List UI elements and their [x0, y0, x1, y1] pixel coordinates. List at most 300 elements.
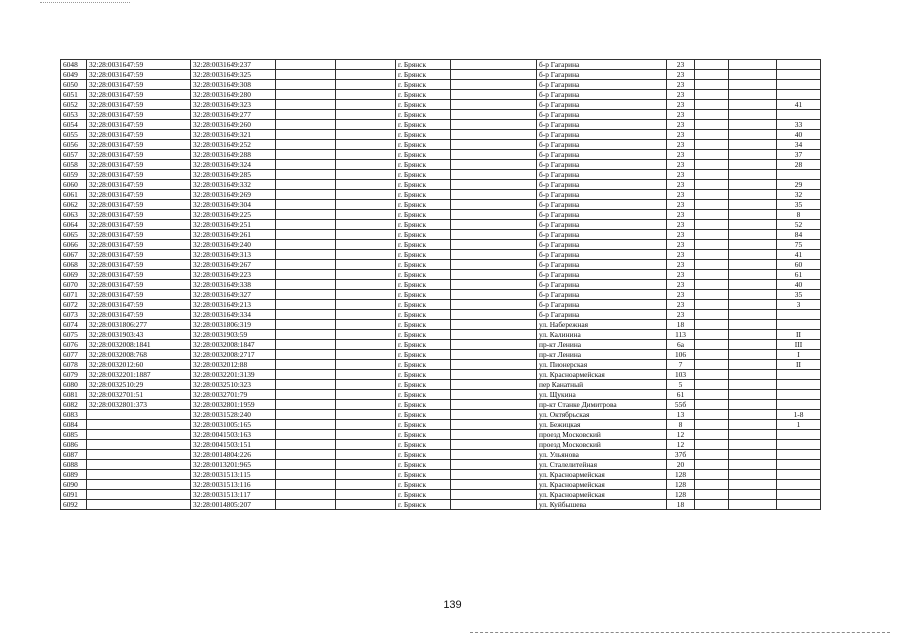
house-number-cell: 23 [667, 170, 695, 180]
empty-cell [276, 410, 336, 420]
table-row [61, 300, 821, 310]
table-row [61, 350, 821, 360]
city-cell: г. Брянск [396, 160, 451, 170]
city-cell: г. Брянск [396, 150, 451, 160]
house-number-cell: 23 [667, 150, 695, 160]
street-cell: ул. Октябрьская [537, 410, 667, 420]
empty-cell [276, 210, 336, 220]
empty-cell [276, 80, 336, 90]
house-number-cell: 128 [667, 470, 695, 480]
premises-number-cell: II [777, 360, 821, 370]
parcel-cadastral-cell: 32:28:0032510:29 [87, 380, 191, 390]
empty-cell [695, 420, 729, 430]
street-cell: пер Канатный [537, 380, 667, 390]
house-number-cell: 61 [667, 390, 695, 400]
empty-cell [451, 380, 537, 390]
empty-cell [695, 350, 729, 360]
empty-cell [695, 490, 729, 500]
city-cell: г. Брянск [396, 380, 451, 390]
parcel-cadastral-cell: 32:28:0031903:43 [87, 330, 191, 340]
empty-cell [451, 160, 537, 170]
table-row [61, 390, 821, 400]
premises-number-cell: 61 [777, 270, 821, 280]
city-cell: г. Брянск [396, 310, 451, 320]
empty-cell [695, 140, 729, 150]
empty-cell [695, 460, 729, 470]
empty-cell [336, 180, 396, 190]
empty-cell [276, 280, 336, 290]
empty-cell [336, 170, 396, 180]
street-cell: проезд Московский [537, 430, 667, 440]
table-row [61, 280, 821, 290]
table-row [61, 320, 821, 330]
record-number-cell: 6063 [61, 210, 87, 220]
house-number-cell: 128 [667, 490, 695, 500]
empty-cell [276, 190, 336, 200]
house-number-cell: 23 [667, 130, 695, 140]
street-cell: б-р Гагарина [537, 210, 667, 220]
record-number-cell: 6050 [61, 80, 87, 90]
premises-number-cell [777, 490, 821, 500]
table-row [61, 500, 821, 510]
city-cell: г. Брянск [396, 190, 451, 200]
street-cell: б-р Гагарина [537, 80, 667, 90]
empty-cell [336, 330, 396, 340]
empty-cell [451, 320, 537, 330]
record-number-cell: 6064 [61, 220, 87, 230]
house-number-cell: 5 [667, 380, 695, 390]
empty-cell [695, 90, 729, 100]
object-cadastral-cell: 32:28:0031005:165 [191, 420, 276, 430]
empty-cell [695, 450, 729, 460]
city-cell: г. Брянск [396, 230, 451, 240]
empty-cell [451, 290, 537, 300]
record-number-cell: 6070 [61, 280, 87, 290]
city-cell: г. Брянск [396, 70, 451, 80]
street-cell: проезд Московский [537, 440, 667, 450]
empty-cell [695, 380, 729, 390]
table-row [61, 380, 821, 390]
city-cell: г. Брянск [396, 500, 451, 510]
empty-cell [336, 300, 396, 310]
table-row [61, 80, 821, 90]
empty-cell [276, 440, 336, 450]
empty-cell [729, 390, 777, 400]
object-cadastral-cell: 32:28:0031649:223 [191, 270, 276, 280]
object-cadastral-cell: 32:28:0031649:225 [191, 210, 276, 220]
premises-number-cell: 35 [777, 200, 821, 210]
empty-cell [695, 300, 729, 310]
premises-number-cell [777, 320, 821, 330]
city-cell: г. Брянск [396, 470, 451, 480]
object-cadastral-cell: 32:28:0031649:260 [191, 120, 276, 130]
empty-cell [276, 240, 336, 250]
empty-cell [276, 160, 336, 170]
empty-cell [276, 490, 336, 500]
table-row [61, 220, 821, 230]
empty-cell [451, 330, 537, 340]
empty-cell [451, 390, 537, 400]
record-number-cell: 6088 [61, 460, 87, 470]
empty-cell [695, 500, 729, 510]
street-cell: б-р Гагарина [537, 290, 667, 300]
empty-cell [451, 230, 537, 240]
parcel-cadastral-cell: 32:28:0032008:1841 [87, 340, 191, 350]
empty-cell [336, 250, 396, 260]
parcel-cadastral-cell: 32:28:0031647:59 [87, 70, 191, 80]
empty-cell [451, 240, 537, 250]
parcel-cadastral-cell: 32:28:0031647:59 [87, 140, 191, 150]
empty-cell [729, 220, 777, 230]
premises-number-cell: 33 [777, 120, 821, 130]
house-number-cell: 106 [667, 350, 695, 360]
table-row [61, 110, 821, 120]
empty-cell [276, 380, 336, 390]
parcel-cadastral-cell [87, 410, 191, 420]
empty-cell [336, 500, 396, 510]
premises-number-cell: 1 [777, 420, 821, 430]
scan-artifact-top [40, 2, 130, 3]
street-cell: ул. Сталелитейная [537, 460, 667, 470]
empty-cell [729, 80, 777, 90]
table-row [61, 230, 821, 240]
empty-cell [336, 100, 396, 110]
empty-cell [729, 400, 777, 410]
empty-cell [276, 330, 336, 340]
street-cell: б-р Гагарина [537, 140, 667, 150]
table-row [61, 70, 821, 80]
house-number-cell: 23 [667, 190, 695, 200]
empty-cell [276, 480, 336, 490]
empty-cell [695, 70, 729, 80]
record-number-cell: 6065 [61, 230, 87, 240]
table-row [61, 180, 821, 190]
street-cell: б-р Гагарина [537, 160, 667, 170]
record-number-cell: 6086 [61, 440, 87, 450]
table-row [61, 120, 821, 130]
parcel-cadastral-cell [87, 480, 191, 490]
street-cell: ул. Красноармейская [537, 370, 667, 380]
empty-cell [729, 370, 777, 380]
object-cadastral-cell: 32:28:0041503:151 [191, 440, 276, 450]
empty-cell [729, 60, 777, 70]
empty-cell [451, 440, 537, 450]
table-row [61, 260, 821, 270]
table-row [61, 150, 821, 160]
empty-cell [729, 500, 777, 510]
empty-cell [729, 130, 777, 140]
parcel-cadastral-cell: 32:28:0031647:59 [87, 290, 191, 300]
empty-cell [695, 210, 729, 220]
empty-cell [695, 80, 729, 90]
object-cadastral-cell: 32:28:0031806:319 [191, 320, 276, 330]
street-cell: б-р Гагарина [537, 100, 667, 110]
house-number-cell: 23 [667, 250, 695, 260]
empty-cell [729, 250, 777, 260]
empty-cell [336, 280, 396, 290]
record-number-cell: 6083 [61, 410, 87, 420]
parcel-cadastral-cell: 32:28:0031647:59 [87, 80, 191, 90]
table-row [61, 130, 821, 140]
empty-cell [729, 470, 777, 480]
empty-cell [336, 390, 396, 400]
premises-number-cell: 40 [777, 130, 821, 140]
record-number-cell: 6069 [61, 270, 87, 280]
house-number-cell: 23 [667, 220, 695, 230]
record-number-cell: 6068 [61, 260, 87, 270]
house-number-cell: 23 [667, 200, 695, 210]
empty-cell [729, 110, 777, 120]
premises-number-cell: 52 [777, 220, 821, 230]
city-cell: г. Брянск [396, 360, 451, 370]
empty-cell [695, 410, 729, 420]
empty-cell [695, 270, 729, 280]
empty-cell [336, 310, 396, 320]
empty-cell [336, 370, 396, 380]
street-cell: ул. Красноармейская [537, 480, 667, 490]
empty-cell [451, 140, 537, 150]
object-cadastral-cell: 32:28:0032201:3139 [191, 370, 276, 380]
street-cell: пр-кт Ленина [537, 350, 667, 360]
parcel-cadastral-cell: 32:28:0031647:59 [87, 230, 191, 240]
table-row [61, 490, 821, 500]
empty-cell [729, 330, 777, 340]
empty-cell [451, 250, 537, 260]
empty-cell [451, 210, 537, 220]
empty-cell [276, 200, 336, 210]
table-row [61, 290, 821, 300]
house-number-cell: 20 [667, 460, 695, 470]
table-row [61, 270, 821, 280]
city-cell: г. Брянск [396, 200, 451, 210]
table-row [61, 250, 821, 260]
table-row [61, 60, 821, 70]
empty-cell [451, 480, 537, 490]
record-number-cell: 6084 [61, 420, 87, 430]
empty-cell [451, 80, 537, 90]
object-cadastral-cell: 32:28:0031649:285 [191, 170, 276, 180]
empty-cell [729, 460, 777, 470]
city-cell: г. Брянск [396, 250, 451, 260]
house-number-cell: 7 [667, 360, 695, 370]
record-number-cell: 6055 [61, 130, 87, 140]
house-number-cell: 23 [667, 60, 695, 70]
house-number-cell: 23 [667, 110, 695, 120]
object-cadastral-cell: 32:28:0032008:1847 [191, 340, 276, 350]
object-cadastral-cell: 32:28:0031649:334 [191, 310, 276, 320]
record-number-cell: 6061 [61, 190, 87, 200]
parcel-cadastral-cell [87, 490, 191, 500]
empty-cell [729, 440, 777, 450]
empty-cell [276, 360, 336, 370]
parcel-cadastral-cell: 32:28:0031647:59 [87, 120, 191, 130]
house-number-cell: 6а [667, 340, 695, 350]
parcel-cadastral-cell: 32:28:0031647:59 [87, 130, 191, 140]
table-row [61, 460, 821, 470]
street-cell: б-р Гагарина [537, 190, 667, 200]
empty-cell [451, 110, 537, 120]
record-number-cell: 6079 [61, 370, 87, 380]
empty-cell [451, 70, 537, 80]
record-number-cell: 6051 [61, 90, 87, 100]
street-cell: ул. Пионерская [537, 360, 667, 370]
empty-cell [336, 90, 396, 100]
parcel-cadastral-cell: 32:28:0032801:373 [87, 400, 191, 410]
record-number-cell: 6091 [61, 490, 87, 500]
city-cell: г. Брянск [396, 350, 451, 360]
street-cell: б-р Гагарина [537, 60, 667, 70]
empty-cell [451, 90, 537, 100]
empty-cell [729, 430, 777, 440]
house-number-cell: 23 [667, 90, 695, 100]
record-number-cell: 6049 [61, 70, 87, 80]
city-cell: г. Брянск [396, 60, 451, 70]
premises-number-cell: 37 [777, 150, 821, 160]
premises-number-cell [777, 440, 821, 450]
city-cell: г. Брянск [396, 400, 451, 410]
city-cell: г. Брянск [396, 290, 451, 300]
empty-cell [695, 400, 729, 410]
empty-cell [336, 210, 396, 220]
empty-cell [695, 390, 729, 400]
parcel-cadastral-cell [87, 450, 191, 460]
record-number-cell: 6066 [61, 240, 87, 250]
object-cadastral-cell: 32:28:0013201:965 [191, 460, 276, 470]
house-number-cell: 23 [667, 120, 695, 130]
empty-cell [451, 300, 537, 310]
record-number-cell: 6089 [61, 470, 87, 480]
house-number-cell: 23 [667, 230, 695, 240]
object-cadastral-cell: 32:28:0032012:88 [191, 360, 276, 370]
parcel-cadastral-cell: 32:28:0032012:60 [87, 360, 191, 370]
object-cadastral-cell: 32:28:0031649:267 [191, 260, 276, 270]
empty-cell [276, 310, 336, 320]
empty-cell [276, 390, 336, 400]
parcel-cadastral-cell: 32:28:0031647:59 [87, 190, 191, 200]
object-cadastral-cell: 32:28:0031649:325 [191, 70, 276, 80]
street-cell: ул. Красноармейская [537, 490, 667, 500]
parcel-cadastral-cell: 32:28:0032201:1887 [87, 370, 191, 380]
parcel-cadastral-cell: 32:28:0031647:59 [87, 210, 191, 220]
street-cell: ул. Ульянова [537, 450, 667, 460]
table-row [61, 190, 821, 200]
empty-cell [729, 70, 777, 80]
object-cadastral-cell: 32:28:0031903:59 [191, 330, 276, 340]
premises-number-cell [777, 110, 821, 120]
premises-number-cell: II [777, 330, 821, 340]
empty-cell [729, 480, 777, 490]
record-number-cell: 6062 [61, 200, 87, 210]
empty-cell [276, 100, 336, 110]
empty-cell [336, 440, 396, 450]
house-number-cell: 103 [667, 370, 695, 380]
empty-cell [729, 340, 777, 350]
house-number-cell: 128 [667, 480, 695, 490]
object-cadastral-cell: 32:28:0032801:1959 [191, 400, 276, 410]
empty-cell [276, 260, 336, 270]
record-number-cell: 6090 [61, 480, 87, 490]
table-row [61, 160, 821, 170]
house-number-cell: 23 [667, 140, 695, 150]
empty-cell [276, 370, 336, 380]
street-cell: б-р Гагарина [537, 120, 667, 130]
parcel-cadastral-cell: 32:28:0032701:51 [87, 390, 191, 400]
empty-cell [729, 170, 777, 180]
premises-number-cell [777, 480, 821, 490]
premises-number-cell: 35 [777, 290, 821, 300]
record-number-cell: 6078 [61, 360, 87, 370]
table-row [61, 100, 821, 110]
street-cell: б-р Гагарина [537, 310, 667, 320]
empty-cell [451, 410, 537, 420]
object-cadastral-cell: 32:28:0031649:240 [191, 240, 276, 250]
empty-cell [276, 110, 336, 120]
empty-cell [336, 200, 396, 210]
street-cell: пр-кт Ленина [537, 340, 667, 350]
city-cell: г. Брянск [396, 430, 451, 440]
table-row [61, 450, 821, 460]
empty-cell [276, 170, 336, 180]
empty-cell [695, 160, 729, 170]
object-cadastral-cell: 32:28:0031649:313 [191, 250, 276, 260]
premises-number-cell [777, 390, 821, 400]
empty-cell [336, 120, 396, 130]
house-number-cell: 13 [667, 410, 695, 420]
empty-cell [451, 130, 537, 140]
empty-cell [695, 430, 729, 440]
premises-number-cell: 60 [777, 260, 821, 270]
empty-cell [729, 490, 777, 500]
object-cadastral-cell: 32:28:0031649:323 [191, 100, 276, 110]
table-row [61, 310, 821, 320]
premises-number-cell: 29 [777, 180, 821, 190]
premises-number-cell [777, 380, 821, 390]
empty-cell [451, 190, 537, 200]
empty-cell [729, 320, 777, 330]
empty-cell [695, 150, 729, 160]
register-sheet [60, 59, 821, 510]
empty-cell [451, 350, 537, 360]
city-cell: г. Брянск [396, 410, 451, 420]
parcel-cadastral-cell: 32:28:0031647:59 [87, 100, 191, 110]
table-row [61, 360, 821, 370]
empty-cell [451, 280, 537, 290]
empty-cell [276, 90, 336, 100]
city-cell: г. Брянск [396, 180, 451, 190]
empty-cell [729, 450, 777, 460]
empty-cell [336, 130, 396, 140]
parcel-cadastral-cell: 32:28:0031647:59 [87, 150, 191, 160]
parcel-cadastral-cell [87, 440, 191, 450]
empty-cell [451, 150, 537, 160]
street-cell: ул. Щукина [537, 390, 667, 400]
parcel-cadastral-cell: 32:28:0031647:59 [87, 270, 191, 280]
empty-cell [336, 450, 396, 460]
empty-cell [451, 470, 537, 480]
record-number-cell: 6074 [61, 320, 87, 330]
street-cell: ул. Куйбышева [537, 500, 667, 510]
premises-number-cell [777, 430, 821, 440]
city-cell: г. Брянск [396, 260, 451, 270]
table-row [61, 90, 821, 100]
city-cell: г. Брянск [396, 490, 451, 500]
object-cadastral-cell: 32:28:0031649:251 [191, 220, 276, 230]
object-cadastral-cell: 32:28:0031649:213 [191, 300, 276, 310]
empty-cell [695, 260, 729, 270]
street-cell: б-р Гагарина [537, 230, 667, 240]
house-number-cell: 37б [667, 450, 695, 460]
object-cadastral-cell: 32:28:0031649:277 [191, 110, 276, 120]
